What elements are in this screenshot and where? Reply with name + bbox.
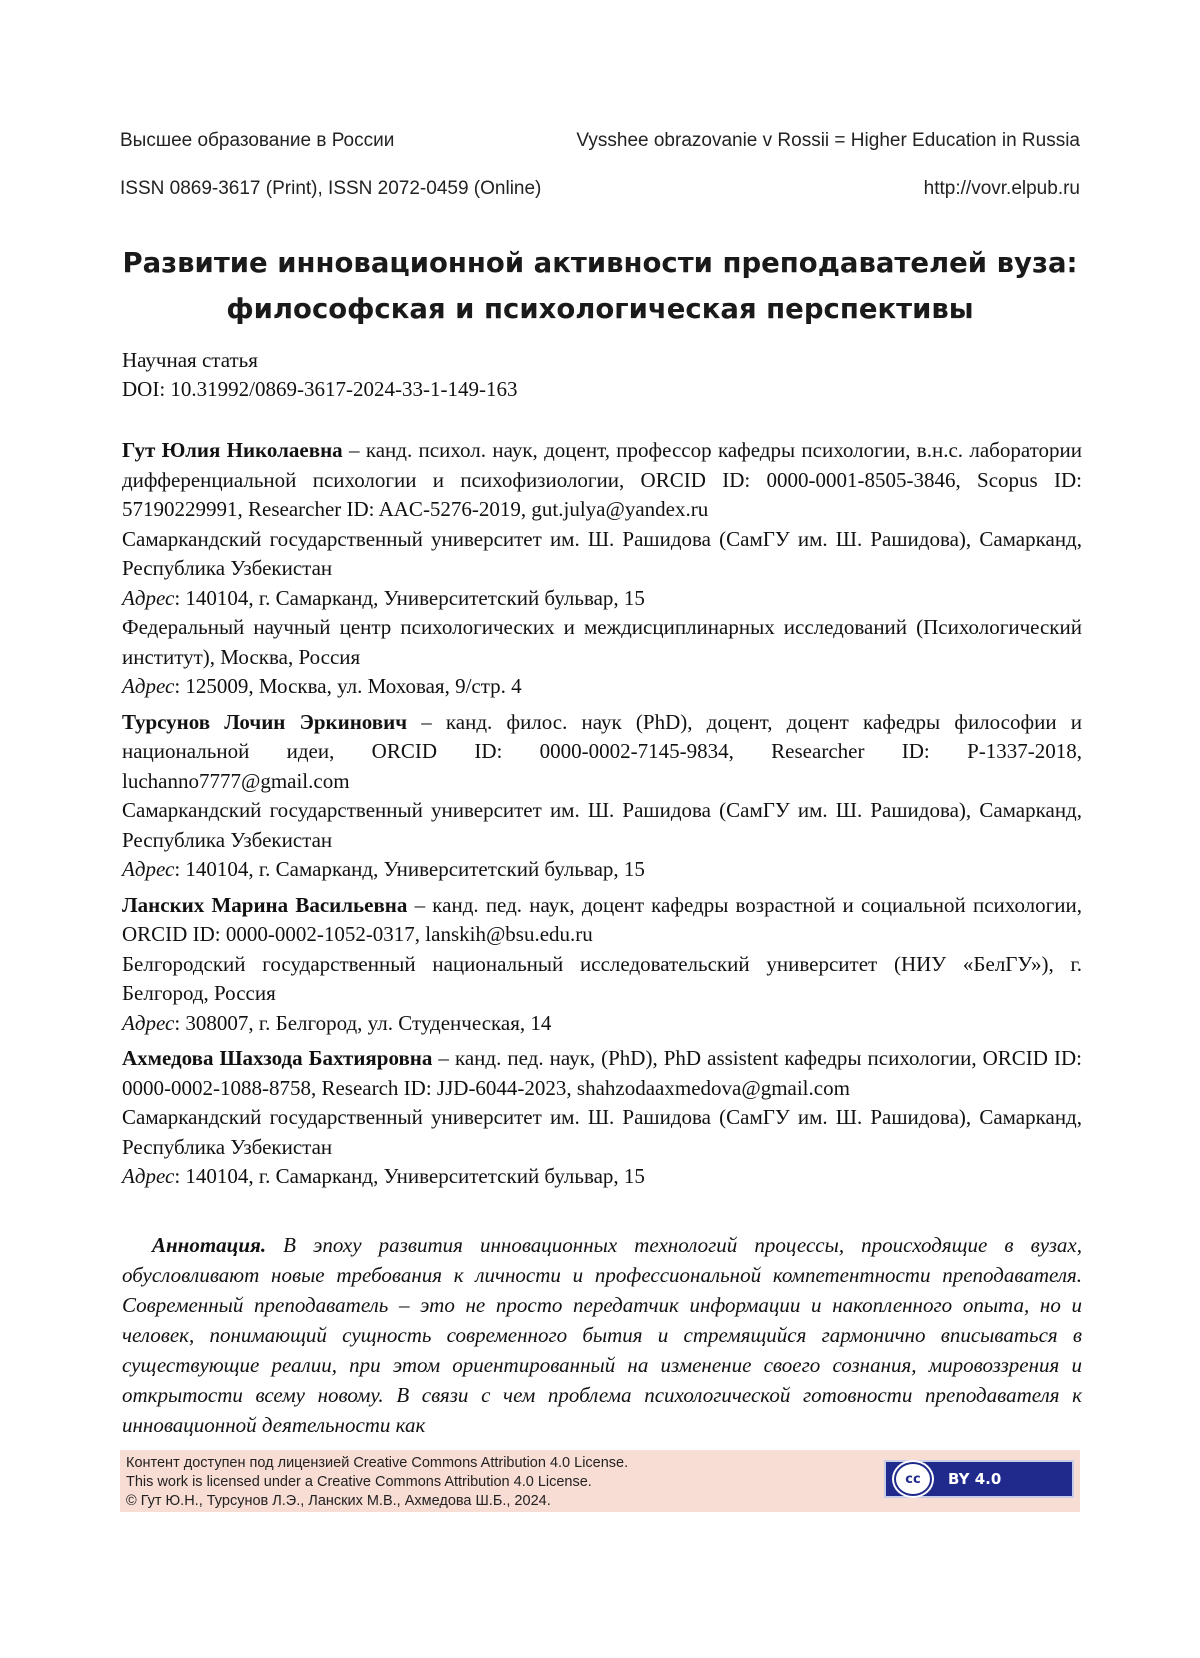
author-details: – канд. филос. наук (PhD), доцент, доцент кафедры философии и национальной идеи, ORCID ID: 0000-0002-7145-9834, Researcher ID: P-1337-2018, luchanno7777@gmail.com xyxy=(122,709,1082,793)
author-address xyxy=(122,855,1082,885)
author-block xyxy=(122,708,1082,885)
author-bio xyxy=(122,1044,1082,1103)
address-value: : 140104, г. Самарканд, Университетский бульвар, 15 xyxy=(174,585,645,610)
license-line-en: This work is licensed under a Creative Commons Attribution 4.0 License. xyxy=(126,1474,592,1490)
abstract-text: В эпоху развития инновационных технологий процессы, происходящие в вузах, обусловливают новые требования к личности и профессиональной компетентности преподавателя. Современный преподаватель – это не просто передатчик информации и накопленного опыта, но и человек, понимающий сущность современного бытия и стремящийся гармонично вписываться в существующие реалии, при этом ориентированный на изменение своего сознания, мировоззрения и открытости всему новому. В связи с чем проблема психологической готовности преподавателя к инновационной деятельности как xyxy=(122,1233,1082,1437)
license-box xyxy=(120,1450,1080,1512)
author-details: – канд. пед. наук, (PhD), PhD assistent кафедры психологии, ORCID ID: 0000-0002-1088-8758, Research ID: JJD-6044-2023, shahzodaaxmedova@gmail.com xyxy=(122,1046,1082,1100)
abstract-label: Аннотация. xyxy=(152,1233,267,1257)
address-label: Адрес xyxy=(122,857,175,881)
journal-name-en: Vysshee obrazovanie v Rossii = Higher Education in Russia xyxy=(576,130,1080,151)
address-value: : 125009, Москва, ул. Моховая, 9/стр. 4 xyxy=(174,674,522,698)
article-doi[interactable]: DOI: 10.31992/0869-3617-2024-33-1-149-163 xyxy=(122,377,518,401)
article-meta xyxy=(122,346,1082,404)
journal-name-ru: Высшее образование в России xyxy=(120,130,395,151)
author-bio xyxy=(122,436,1082,525)
license-line-ru: Контент доступен под лицензией Creative Commons Attribution 4.0 License. xyxy=(126,1455,629,1471)
author-block xyxy=(122,891,1082,1039)
author-affiliation: Федеральный научный центр психологических и междисциплинарных исследований (Психологический институт), Москва, Россия xyxy=(122,615,1082,669)
author-address xyxy=(122,1009,1082,1039)
author-name: Ланских Марина Васильевна xyxy=(122,892,408,917)
address-value: : 308007, г. Белгород, ул. Студенческая, 14 xyxy=(174,1010,552,1035)
author-affiliation: Самаркандский государственный университет им. Ш. Рашидова (СамГУ им. Ш. Рашидова), Самарканд, Республика Узбекистан xyxy=(122,526,1082,580)
author-address xyxy=(122,1162,1082,1192)
author-bio xyxy=(122,708,1082,797)
article-type: Научная статья xyxy=(122,348,258,372)
author-address xyxy=(122,672,1082,702)
article-title-line-1: Развитие инновационной активности преподавателей вуза: xyxy=(122,247,1078,279)
journal-url[interactable]: http://vovr.elpub.ru xyxy=(923,178,1080,199)
address-label: Адрес xyxy=(122,674,175,698)
article-title xyxy=(120,240,1080,332)
cc-badge-label: BY 4.0 xyxy=(948,1469,1002,1488)
author-address xyxy=(122,584,1082,614)
running-header xyxy=(120,130,1080,152)
author-affiliation: Самаркандский государственный университет им. Ш. Рашидова (СамГУ им. Ш. Рашидова), Самарканд, Республика Узбекистан xyxy=(122,798,1082,852)
author-affiliation: Белгородский государственный национальный исследовательский университет (НИУ «БелГУ»), г. Белгород, Россия xyxy=(122,951,1082,1005)
address-label: Адрес xyxy=(122,1164,175,1188)
creative-commons-icon: cc xyxy=(894,1462,932,1496)
author-block xyxy=(122,1044,1082,1192)
license-text xyxy=(126,1454,866,1511)
issn-text: ISSN 0869-3617 (Print), ISSN 2072-0459 (Online) xyxy=(120,178,542,199)
author-name: Гут Юлия Николаевна xyxy=(122,438,343,462)
author-name: Ахмедова Шахзода Бахтияровна xyxy=(122,1046,433,1070)
address-value: : 140104, г. Самарканд, Университетский бульвар, 15 xyxy=(174,1164,645,1188)
author-list xyxy=(122,436,1082,1198)
author-details: – канд. психол. наук, доцент, профессор кафедры психологии, в.н.с. лаборатории дифференциальной психологии и психофизиологии, ORCID ID: 0000-0001-8505-3846, Scopus ID: 57190229991, Researcher ID: AAC-5276-2019, gut.julya@yandex.ru xyxy=(122,438,1082,521)
author-name: Турсунов Лочин Эркинович xyxy=(122,709,408,734)
copyright-line: © Гут Ю.Н., Турсунов Л.Э., Ланских М.В., Ахмедова Ш.Б., 2024. xyxy=(126,1493,551,1509)
issn-header xyxy=(120,178,1080,200)
author-block xyxy=(122,436,1082,702)
author-bio xyxy=(122,891,1082,950)
article-title-line-2: философская и психологическая перспективы xyxy=(226,293,974,325)
author-details: – канд. пед. наук, доцент кафедры возрастной и социальной психологии, ORCID ID: 0000-0002-1052-0317, lanskih@bsu.edu.ru xyxy=(122,892,1083,946)
abstract xyxy=(122,1230,1082,1440)
address-value: : 140104, г. Самарканд, Университетский бульвар, 15 xyxy=(174,857,645,881)
address-label: Адрес xyxy=(122,585,175,610)
address-label: Адрес xyxy=(122,1010,175,1035)
author-affiliation: Самаркандский государственный университет им. Ш. Рашидова (СамГУ им. Ш. Рашидова), Самарканд, Республика Узбекистан xyxy=(122,1105,1082,1159)
cc-by-badge[interactable] xyxy=(884,1460,1074,1498)
